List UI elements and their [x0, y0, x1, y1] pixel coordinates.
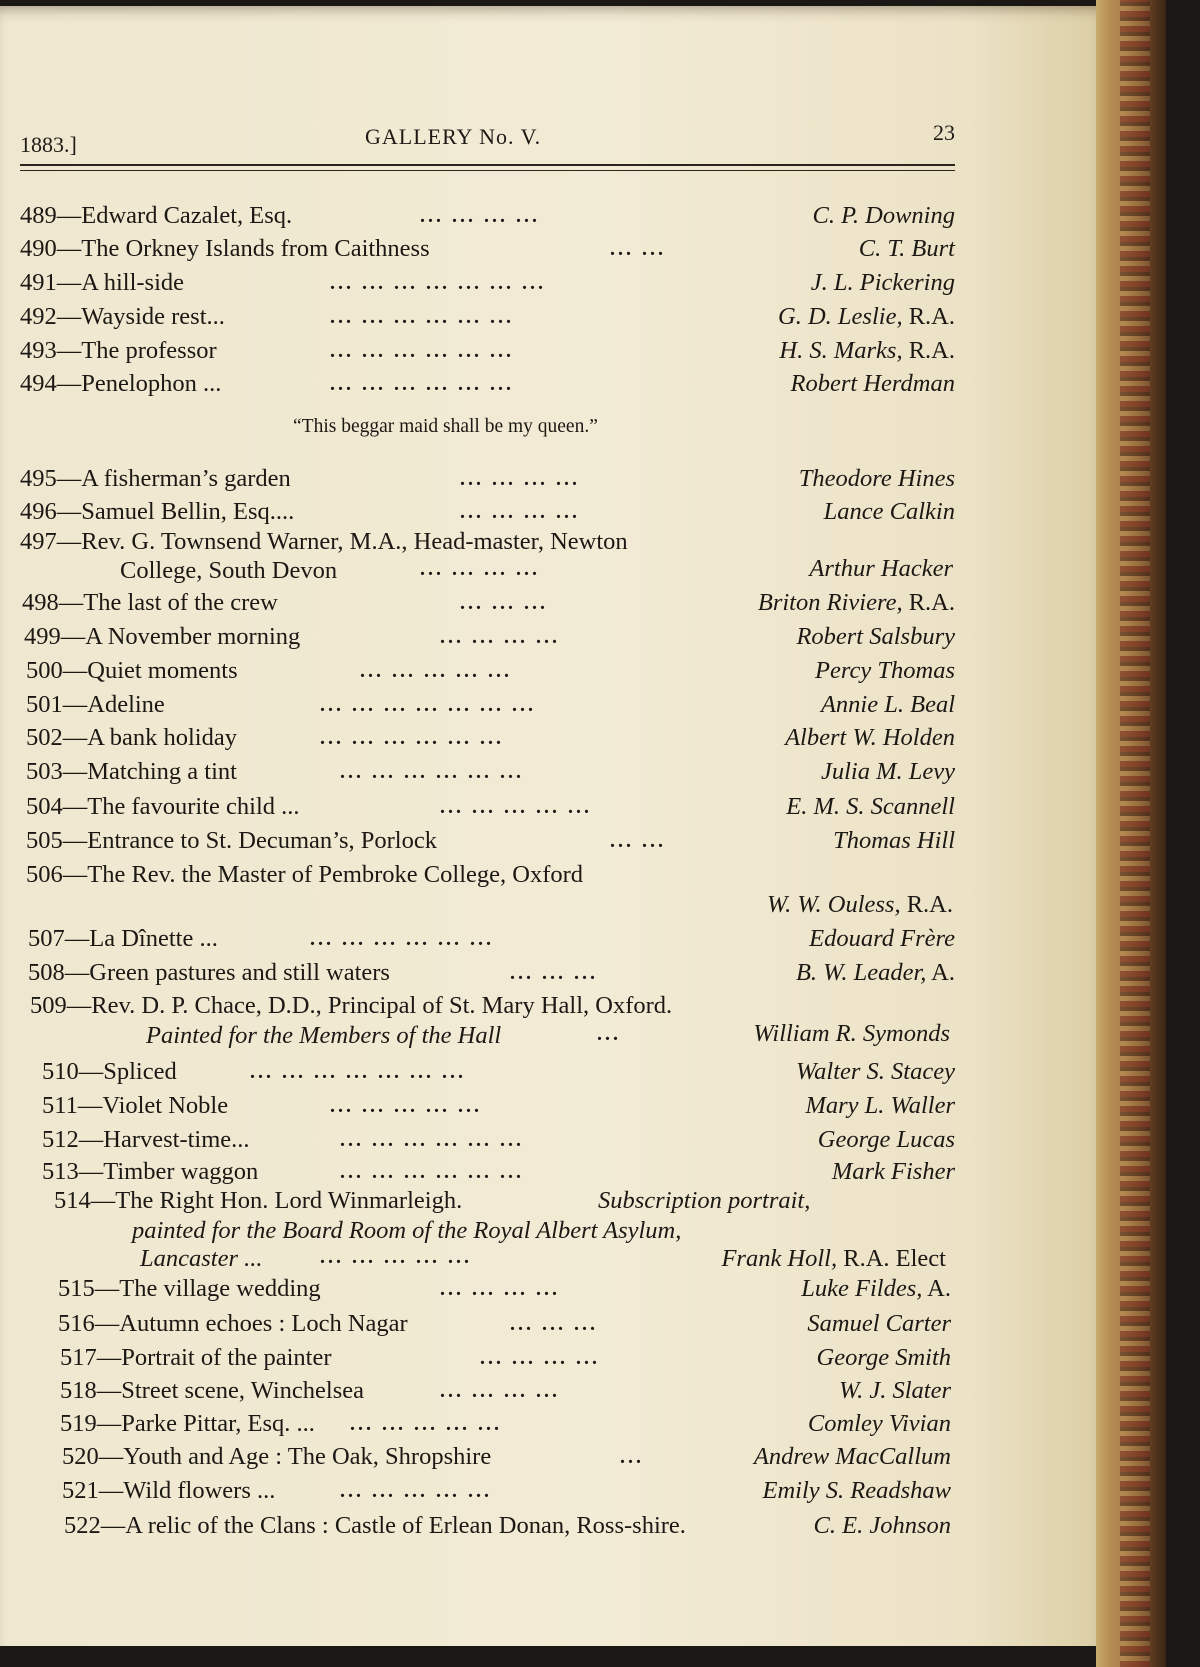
- entry-leader-dots: ... ... ... ... ... ...: [330, 340, 514, 362]
- entry-artist: George Smith: [816, 1344, 951, 1371]
- entry-artist: Thomas Hill: [833, 827, 955, 854]
- entry-title: 491—A hill-side: [20, 269, 185, 296]
- entry-leader-dots: ... ... ... ... ... ...: [340, 1129, 524, 1151]
- entry-artist-line: [818, 1125, 955, 1155]
- book-binding: [1096, 0, 1166, 1667]
- entry-artist-line: [839, 1376, 951, 1406]
- entry-514-artist: Frank Holl,: [721, 1245, 838, 1272]
- catalogue-entry: [20, 268, 955, 298]
- entry-leader-dots: ... ... ... ...: [420, 205, 540, 227]
- entry-leader-dots: ... ... ... ... ... ...: [310, 928, 494, 950]
- entry-artist-line: [813, 201, 956, 231]
- entry-leader-dots: ... ... ... ... ...: [330, 1095, 482, 1117]
- catalogue-entry: [20, 792, 955, 822]
- entry-artist: Comley Vivian: [807, 1410, 951, 1437]
- entry-title: 517—Portrait of the painter: [60, 1344, 332, 1371]
- catalogue-entry: [20, 527, 955, 557]
- entry-artist-line: [807, 1309, 951, 1339]
- entry-title: 493—The professor: [20, 337, 217, 364]
- entry-artist: Lance Calkin: [823, 498, 955, 525]
- entry-514-continuation-2: Lancaster ...: [140, 1245, 263, 1272]
- entry-artist-line: [815, 656, 955, 686]
- entry-artist: Luke Fildes,: [801, 1275, 923, 1302]
- catalogue-entry: [20, 1186, 955, 1216]
- entry-leader-dots: ... ... ...: [510, 1313, 598, 1335]
- entry-509-dots: ...: [597, 1023, 621, 1045]
- entry-artist-line: [832, 1157, 955, 1187]
- entry-leader-dots: ... ... ... ... ... ...: [340, 761, 524, 783]
- entry-artist-line: [779, 336, 955, 366]
- entry-quote: “This beggar maid shall be my queen.”: [293, 416, 598, 437]
- entry-title: 500—Quiet moments: [26, 657, 238, 684]
- entry-artist-line: [824, 497, 955, 527]
- header-title: GALLERY No. V.: [365, 124, 542, 149]
- entry-artist-line: [811, 268, 955, 298]
- entry-leader-dots: ... ... ... ...: [460, 501, 580, 523]
- entry-leader-dots: ... ... ... ...: [440, 1278, 560, 1300]
- entry-artist: Andrew MacCallum: [753, 1443, 951, 1470]
- entry-artist-line: [785, 723, 955, 753]
- entry-artist-suffix: R.A.: [902, 589, 955, 616]
- entry-title: 522—A relic of the Clans : Castle of Erlean Donan, Ross-shire.: [64, 1512, 686, 1539]
- book-page: [0, 6, 1098, 1646]
- entry-title: 507—La Dînette ...: [28, 925, 218, 952]
- entry-title: 515—The village wedding: [58, 1275, 321, 1302]
- entry-leader-dots: ... ... ... ...: [460, 468, 580, 490]
- entry-artist-line: [796, 622, 955, 652]
- catalogue-entry: [20, 1091, 955, 1121]
- entry-leader-dots: ... ... ... ... ... ...: [330, 373, 514, 395]
- entry-title: 490—The Orkney Islands from Caithness: [20, 235, 430, 262]
- entry-title: 498—The last of the crew: [22, 589, 278, 616]
- entry-artist: Briton Riviere,: [757, 589, 903, 616]
- entry-artist: C. P. Downing: [812, 202, 955, 229]
- entry-title: 501—Adeline: [26, 691, 165, 718]
- catalogue-entry: [20, 201, 955, 231]
- entry-artist: Percy Thomas: [815, 657, 955, 684]
- entry-title: 489—Edward Cazalet, Esq.: [20, 202, 293, 229]
- entry-artist: Walter S. Stacey: [796, 1058, 955, 1085]
- entry-leader-dots: ... ... ... ... ...: [340, 1480, 492, 1502]
- entry-artist: C. T. Burt: [858, 235, 955, 262]
- entry-title: 506—The Rev. the Master of Pembroke College, Oxford: [26, 861, 584, 888]
- entry-title: 495—A fisherman’s garden: [20, 465, 291, 492]
- entry-title: 505—Entrance to St. Decuman’s, Porlock: [26, 827, 437, 854]
- catalogue-entry: [20, 1274, 955, 1304]
- entry-leader-dots: ... ... ... ... ...: [350, 1413, 502, 1435]
- entry-title: 520—Youth and Age : The Oak, Shropshire: [62, 1443, 492, 1470]
- entry-artist: E. M. S. Scannell: [786, 793, 955, 820]
- entry-title: 503—Matching a tint: [26, 758, 237, 785]
- catalogue-entry: [20, 1376, 955, 1406]
- catalogue-entry: [20, 991, 955, 1021]
- entry-506-suffix: R.A.: [900, 891, 953, 918]
- entry-artist-line: [821, 757, 955, 787]
- catalogue-entry: [20, 1511, 955, 1541]
- entry-artist: B. W. Leader,: [795, 959, 927, 986]
- entry-514-subscription: Subscription portrait,: [598, 1187, 811, 1214]
- catalogue-entry: [20, 622, 955, 652]
- entry-artist: Annie L. Beal: [820, 691, 955, 718]
- header-rule-thick: [20, 164, 955, 166]
- entry-artist: J. L. Pickering: [810, 269, 955, 296]
- entry-leader-dots: ... ... ... ...: [440, 1380, 560, 1402]
- catalogue-entry: [20, 1442, 955, 1472]
- entry-artist-line: [817, 1343, 952, 1373]
- entry-leader-dots: ... ...: [610, 830, 666, 852]
- entry-artist-suffix: A.: [922, 1275, 951, 1302]
- catalogue-entry: [20, 588, 955, 618]
- entry-title: 497—Rev. G. Townsend Warner, M.A., Head-master, Newton: [20, 528, 628, 555]
- entry-artist: Albert W. Holden: [785, 724, 955, 751]
- entry-artist: Mark Fisher: [831, 1158, 955, 1185]
- entry-leader-dots: ... ...: [610, 238, 666, 260]
- catalogue-entry: [20, 1343, 955, 1373]
- entry-artist-line: [754, 1442, 951, 1472]
- entry-title: 496—Samuel Bellin, Esq....: [20, 498, 295, 525]
- entry-497-dots: ... ... ... ...: [420, 558, 540, 580]
- entry-leader-dots: ...: [620, 1446, 644, 1468]
- entry-artist: Robert Salsbury: [796, 623, 955, 650]
- entry-514-dots: ... ... ... ... ...: [320, 1246, 472, 1268]
- entry-leader-dots: ... ... ... ... ... ... ...: [250, 1061, 466, 1083]
- entry-title: 516—Autumn echoes : Loch Nagar: [58, 1310, 408, 1337]
- entry-artist-line: [778, 302, 955, 332]
- entry-title: 494—Penelophon ...: [20, 370, 222, 397]
- entry-title: 518—Street scene, Winchelsea: [60, 1377, 365, 1404]
- entry-artist-line: [791, 369, 955, 399]
- entry-artist-line: [796, 958, 955, 988]
- entry-506-artist: W. W. Ouless,: [766, 891, 901, 918]
- entry-artist: Theodore Hines: [798, 465, 955, 492]
- page-header: [20, 118, 955, 158]
- entry-artist: W. J. Slater: [838, 1377, 951, 1404]
- catalogue-entry: [20, 302, 955, 332]
- catalogue-entry: [20, 1125, 955, 1155]
- entry-title: 512—Harvest-time...: [42, 1126, 250, 1153]
- catalogue-entry: [20, 336, 955, 366]
- entry-artist-line: [758, 588, 955, 618]
- entry-artist: George Lucas: [817, 1126, 955, 1153]
- entry-514-suffix: R.A. Elect: [837, 1245, 946, 1272]
- entry-leader-dots: ... ... ... ... ... ... ...: [320, 694, 536, 716]
- entry-497-artist: Arthur Hacker: [809, 555, 953, 582]
- entry-artist-suffix: A.: [926, 959, 955, 986]
- catalogue-entry: [20, 723, 955, 753]
- entry-artist: G. D. Leslie,: [778, 303, 903, 330]
- header-page-number: 23: [933, 120, 955, 145]
- entry-artist-line: [786, 792, 955, 822]
- catalogue-entry: [20, 1057, 955, 1087]
- entry-leader-dots: ... ... ... ... ... ... ...: [330, 272, 546, 294]
- catalogue-entry: [20, 826, 955, 856]
- entry-leader-dots: ... ... ... ... ... ...: [330, 306, 514, 328]
- entry-leader-dots: ... ... ... ... ...: [360, 660, 512, 682]
- entry-title: 514—The Right Hon. Lord Winmarleigh.: [54, 1187, 463, 1214]
- entry-artist: Robert Herdman: [790, 370, 955, 397]
- entry-leader-dots: ... ... ...: [460, 592, 548, 614]
- catalogue-entry: [20, 1157, 955, 1187]
- entry-artist-line: [821, 690, 955, 720]
- catalogue-entry: [20, 924, 955, 954]
- entry-artist: Mary L. Waller: [805, 1092, 955, 1119]
- entry-title: 513—Timber waggon: [42, 1158, 259, 1185]
- entry-artist-line: [859, 234, 955, 264]
- entry-title: 508—Green pastures and still waters: [28, 959, 390, 986]
- entry-artist: Edouard Frère: [809, 925, 955, 952]
- entry-artist: Samuel Carter: [807, 1310, 951, 1337]
- entry-leader-dots: ... ... ... ... ... ...: [320, 727, 504, 749]
- entry-artist-line: [801, 1274, 951, 1304]
- entry-artist-line: [814, 1511, 951, 1541]
- entry-title: 492—Wayside rest...: [20, 303, 225, 330]
- entry-509-artist: William R. Symonds: [753, 1020, 950, 1047]
- entry-artist-suffix: R.A.: [902, 337, 955, 364]
- entry-artist-suffix: R.A.: [902, 303, 955, 330]
- entry-artist-line: [808, 1409, 951, 1439]
- catalogue-entry: [20, 497, 955, 527]
- entry-title: 519—Parke Pittar, Esq. ...: [60, 1410, 315, 1437]
- entry-leader-dots: ... ... ...: [510, 962, 598, 984]
- catalogue-entry: [20, 656, 955, 686]
- entry-506-artist-line: [767, 890, 953, 920]
- entry-leader-dots: ... ... ... ...: [440, 626, 560, 648]
- entry-leader-dots: ... ... ... ... ...: [440, 796, 592, 818]
- catalogue-entry: [20, 234, 955, 264]
- catalogue-entry: [20, 958, 955, 988]
- entry-artist: Emily S. Readshaw: [762, 1477, 951, 1504]
- entry-artist: H. S. Marks,: [779, 337, 903, 364]
- catalogue-entry: [20, 464, 955, 494]
- entry-509-continuation: Painted for the Members of the Hall: [146, 1022, 502, 1049]
- entry-514-artist-line: [721, 1244, 946, 1274]
- entry-artist-line: [833, 826, 955, 856]
- entry-title: 502—A bank holiday: [26, 724, 237, 751]
- entry-514-continuation-1: painted for the Board Room of the Royal Albert Asylum,: [132, 1217, 682, 1244]
- entry-artist-line: [799, 464, 955, 494]
- entry-leader-dots: ... ... ... ...: [480, 1347, 600, 1369]
- entry-title: 509—Rev. D. P. Chace, D.D., Principal of St. Mary Hall, Oxford.: [30, 992, 673, 1019]
- header-rule-thin: [20, 170, 955, 171]
- entry-title: 511—Violet Noble: [42, 1092, 229, 1119]
- entry-title: 504—The favourite child ...: [26, 793, 300, 820]
- entry-artist-line: [763, 1476, 952, 1506]
- entry-artist: C. E. Johnson: [813, 1512, 951, 1539]
- catalogue-entry: [20, 369, 955, 399]
- entry-artist-line: [805, 1091, 955, 1121]
- catalogue-entry: [20, 1476, 955, 1506]
- catalogue-entry: [20, 1309, 955, 1339]
- entry-artist-line: [796, 1057, 955, 1087]
- entry-leader-dots: ... ... ... ... ... ...: [340, 1161, 524, 1183]
- entry-title: 499—A November morning: [24, 623, 301, 650]
- catalogue-entry: [20, 757, 955, 787]
- entry-title: 521—Wild flowers ...: [62, 1477, 276, 1504]
- entry-artist: Julia M. Levy: [820, 758, 955, 785]
- entry-artist-line: [809, 924, 955, 954]
- catalogue-entry: [20, 860, 955, 890]
- catalogue-entry: [20, 690, 955, 720]
- catalogue-entry: [20, 1409, 955, 1439]
- entry-title: 510—Spliced: [42, 1058, 177, 1085]
- entry-497-continuation: College, South Devon: [120, 557, 338, 584]
- header-year: 1883.]: [20, 132, 77, 157]
